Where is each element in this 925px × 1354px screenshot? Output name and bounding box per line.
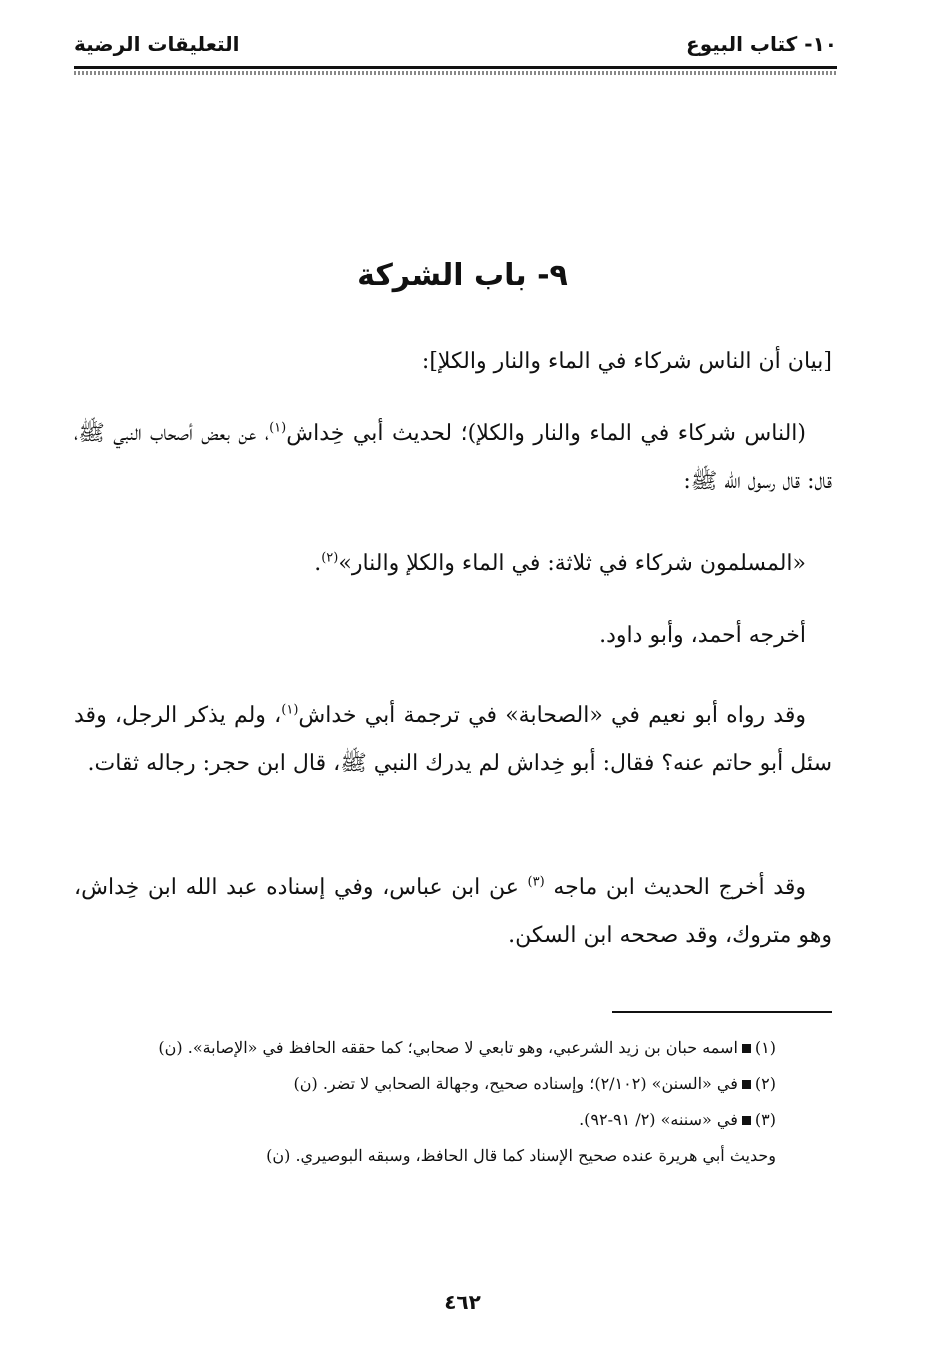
footnote-1-text: اسمه حبان بن زيد الشرعبي، وهو تابعي لا صحابي؛ كما حققه الحافظ في «الإصابة». (ن) [158, 1038, 738, 1057]
footnote-ref-2: (٢) [321, 550, 339, 566]
header-rule [74, 66, 837, 69]
footnote-2-text: في «السنن» (٢/١٠٢)؛ وإسناده صحيح، وجهالة الصحابي لا تضر. (ن) [293, 1074, 738, 1093]
footnote-3-cont-text: وحديث أبي هريرة عنده صحيح الإسناد كما قال الحافظ، وسبقه البوصيري. (ن) [266, 1146, 776, 1165]
footnote-1 [74, 1030, 776, 1066]
paragraph-2-text: أخرجه أحمد، وأبو داود. [599, 623, 806, 648]
footnote-ref-3: (٣) [527, 874, 545, 890]
header-book-title: التعليقات الرضية [74, 32, 240, 56]
paragraph-3 [74, 692, 832, 788]
footnote-1-number: (١) [754, 1038, 776, 1057]
footnote-separator [612, 1011, 832, 1013]
footnote-3-text: في «سننه» (٢/ ٩١-٩٢). [579, 1110, 738, 1129]
hadith-quote [74, 540, 832, 588]
header-rule-dotted [74, 71, 837, 75]
footnote-2 [74, 1066, 776, 1102]
hadith-quote-text: «المسلمون شركاء في ثلاثة: في الماء والكلإ والنار» [338, 551, 806, 576]
footnote-ref-1b: (١) [281, 702, 299, 718]
square-bullet-icon [742, 1116, 751, 1125]
footnote-3-continuation [74, 1138, 776, 1174]
paragraph-3-text-a: وقد رواه أبو نعيم في «الصحابة» في ترجمة أبي خداش [298, 703, 806, 728]
section-heading-text: [بيان أن الناس شركاء في الماء والنار والكلإ]: [421, 349, 832, 374]
paragraph-1 [74, 410, 832, 506]
hadith-quote-end: . [314, 551, 322, 576]
footnote-3 [74, 1102, 776, 1138]
footnotes [74, 1030, 776, 1174]
paragraph-1-text-a: (الناس شركاء في الماء والنار والكلإ)؛ لحديث أبي خِداش [286, 421, 806, 446]
header-chapter: ١٠- كتاب البيوع [686, 32, 837, 56]
footnote-2-number: (٢) [754, 1074, 776, 1093]
square-bullet-icon [742, 1044, 751, 1053]
paragraph-4-text-b: عن ابن عباس، وفي إسناده عبد الله ابن خِداش، وهو متروك، وقد صححه ابن السكن. [74, 875, 832, 948]
section-heading [74, 338, 832, 386]
paragraph-4 [74, 864, 832, 960]
footnote-3-number: (٣) [754, 1110, 776, 1129]
paragraph-3-text-b: ، ولم يذكر الرجل، وقد سئل أبو حاتم عنه؟ فقال: أبو خِداش لم يدرك النبي ﷺ، قال ابن حجر: رجاله ثقات. [74, 703, 832, 776]
paragraph-1-text-b: ، عن بعض أصحاب النبي ﷺ، قال: قال رسول الله ﷺ: [74, 421, 832, 494]
square-bullet-icon [742, 1080, 751, 1089]
page-number: ٤٦٢ [444, 1290, 481, 1314]
paragraph-2 [74, 612, 832, 660]
chapter-title: ٩- باب الشركة [357, 258, 568, 293]
paragraph-4-text-a: وقد أخرج الحديث ابن ماجه [553, 875, 806, 900]
footnote-ref-1: (١) [269, 420, 287, 436]
running-header [74, 28, 837, 58]
